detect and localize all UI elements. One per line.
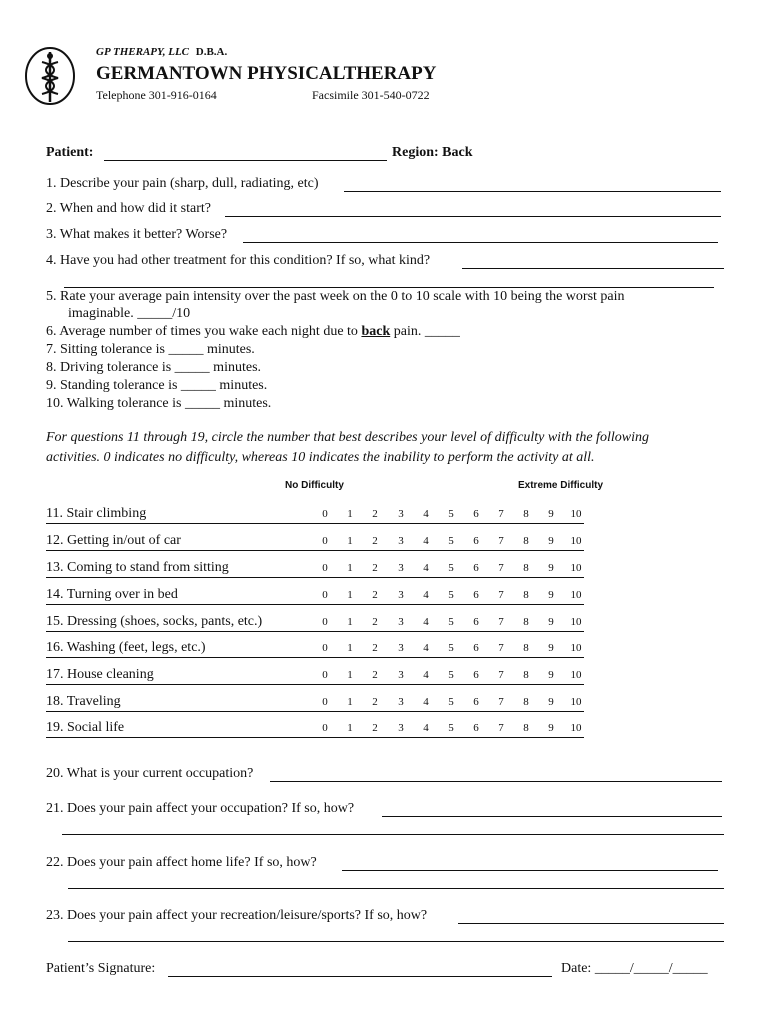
scale-option-2[interactable]: 2 <box>372 616 378 628</box>
scale-option-3[interactable]: 3 <box>398 642 404 654</box>
scale-option-0[interactable]: 0 <box>322 589 328 601</box>
scale-option-0[interactable]: 0 <box>322 535 328 547</box>
scale-option-9[interactable]: 9 <box>548 508 554 520</box>
scale-option-8[interactable]: 8 <box>523 616 529 628</box>
scale-option-2[interactable]: 2 <box>372 535 378 547</box>
scale-option-7[interactable]: 7 <box>498 562 504 574</box>
row-underline <box>46 523 584 524</box>
scale-option-9[interactable]: 9 <box>548 616 554 628</box>
scale-option-2[interactable]: 2 <box>372 589 378 601</box>
scale-option-6[interactable]: 6 <box>473 508 479 520</box>
row-underline <box>46 631 584 632</box>
scale-option-1[interactable]: 1 <box>347 642 353 654</box>
caduceus-logo <box>24 46 76 106</box>
scale-option-9[interactable]: 9 <box>548 562 554 574</box>
scale-option-9[interactable]: 9 <box>548 696 554 708</box>
difficulty-row <box>46 614 586 634</box>
question-5-answer: imaginable. _____/10 <box>68 306 191 321</box>
instructions-line-1: For questions 11 through 19, circle the number that best describes your level of difficulty with the following <box>46 430 649 445</box>
question-21: 21. Does your pain affect your occupation? If so, how? <box>46 801 355 816</box>
scale-option-8[interactable]: 8 <box>523 508 529 520</box>
patient-label: Patient: <box>46 145 94 160</box>
question-2: 2. When and how did it start? <box>46 201 211 216</box>
scale-option-7[interactable]: 7 <box>498 642 504 654</box>
scale-option-6[interactable]: 6 <box>473 696 479 708</box>
scale-option-6[interactable]: 6 <box>473 642 479 654</box>
scale-option-10[interactable]: 10 <box>570 508 582 520</box>
scale-option-1[interactable]: 1 <box>347 616 353 628</box>
scale-option-1[interactable]: 1 <box>347 669 353 681</box>
answer-field-22[interactable] <box>342 870 718 871</box>
scale-option-8[interactable]: 8 <box>523 722 529 734</box>
signature-label: Patient’s Signature: <box>46 961 156 976</box>
scale-option-4[interactable]: 4 <box>423 669 429 681</box>
difficulty-row <box>46 640 586 660</box>
scale-option-10[interactable]: 10 <box>570 696 582 708</box>
scale-option-8[interactable]: 8 <box>523 669 529 681</box>
answer-field-23[interactable] <box>458 923 724 924</box>
region-label: Region: Back <box>392 145 473 160</box>
scale-option-5[interactable]: 5 <box>448 535 454 547</box>
scale-option-1[interactable]: 1 <box>347 535 353 547</box>
scale-option-0[interactable]: 0 <box>322 508 328 520</box>
scale-option-3[interactable]: 3 <box>398 722 404 734</box>
question-6-text: 6. Average number of times you wake each night due to <box>46 324 362 339</box>
answer-field-21b[interactable] <box>62 834 724 835</box>
scale-option-5[interactable]: 5 <box>448 669 454 681</box>
scale-option-2[interactable]: 2 <box>372 669 378 681</box>
scale-option-9[interactable]: 9 <box>548 589 554 601</box>
activity-label: 16. Washing (feet, legs, etc.) <box>46 640 206 655</box>
question-9: 9. Standing tolerance is _____ minutes. <box>46 378 268 393</box>
scale-option-4[interactable]: 4 <box>423 696 429 708</box>
scale-option-7[interactable]: 7 <box>498 696 504 708</box>
scale-option-10[interactable]: 10 <box>570 589 582 601</box>
activity-label: 15. Dressing (shoes, socks, pants, etc.) <box>46 614 263 629</box>
scale-option-0[interactable]: 0 <box>322 616 328 628</box>
scale-option-2[interactable]: 2 <box>372 562 378 574</box>
question-4: 4. Have you had other treatment for this condition? If so, what kind? <box>46 253 431 268</box>
scale-option-9[interactable]: 9 <box>548 722 554 734</box>
scale-option-1[interactable]: 1 <box>347 508 353 520</box>
scale-option-2[interactable]: 2 <box>372 722 378 734</box>
answer-field-20[interactable] <box>270 781 722 782</box>
question-5: 5. Rate your average pain intensity over the past week on the 0 to 10 scale with 10 being the worst pain <box>46 289 625 304</box>
scale-option-8[interactable]: 8 <box>523 642 529 654</box>
telephone: Telephone 301-916-0164 <box>96 88 217 102</box>
row-underline <box>46 604 584 605</box>
scale-option-0[interactable]: 0 <box>322 562 328 574</box>
question-20: 20. What is your current occupation? <box>46 766 254 781</box>
scale-option-8[interactable]: 8 <box>523 696 529 708</box>
scale-option-3[interactable]: 3 <box>398 669 404 681</box>
scale-option-8[interactable]: 8 <box>523 562 529 574</box>
scale-option-0[interactable]: 0 <box>322 696 328 708</box>
question-6-region: back <box>361 324 391 339</box>
scale-option-6[interactable]: 6 <box>473 669 479 681</box>
difficulty-row <box>46 560 586 580</box>
row-underline <box>46 684 584 685</box>
question-6-end: pain. _____ <box>390 324 460 339</box>
scale-option-6[interactable]: 6 <box>473 562 479 574</box>
extreme-difficulty-label: Extreme Difficulty <box>518 480 604 491</box>
scale-option-1[interactable]: 1 <box>347 562 353 574</box>
scale-option-5[interactable]: 5 <box>448 562 454 574</box>
scale-option-5[interactable]: 5 <box>448 508 454 520</box>
difficulty-row <box>46 667 586 687</box>
question-23: 23. Does your pain affect your recreation/leisure/sports? If so, how? <box>46 908 428 923</box>
question-1: 1. Describe your pain (sharp, dull, radiating, etc) <box>46 176 319 191</box>
scale-option-4[interactable]: 4 <box>423 508 429 520</box>
scale-option-4[interactable]: 4 <box>423 562 429 574</box>
scale-option-4[interactable]: 4 <box>423 642 429 654</box>
activity-label: 12. Getting in/out of car <box>46 533 181 548</box>
fax: Facsimile 301-540-0722 <box>312 88 430 102</box>
scale-option-5[interactable]: 5 <box>448 642 454 654</box>
scale-option-6[interactable]: 6 <box>473 589 479 601</box>
scale-option-7[interactable]: 7 <box>498 616 504 628</box>
scale-option-3[interactable]: 3 <box>398 589 404 601</box>
instructions-line-2: activities. 0 indicates no difficulty, whereas 10 indicates the inability to perform the activity at all. <box>46 450 595 465</box>
row-underline <box>46 577 584 578</box>
answer-field-4[interactable] <box>462 268 724 269</box>
row-underline <box>46 711 584 712</box>
question-22: 22. Does your pain affect home life? If so, how? <box>46 855 317 870</box>
scale-option-6[interactable]: 6 <box>473 535 479 547</box>
scale-option-7[interactable]: 7 <box>498 508 504 520</box>
scale-option-4[interactable]: 4 <box>423 535 429 547</box>
scale-option-0[interactable]: 0 <box>322 722 328 734</box>
question-3: 3. What makes it better? Worse? <box>46 227 228 242</box>
difficulty-row <box>46 506 586 526</box>
scale-option-10[interactable]: 10 <box>570 562 582 574</box>
activity-label: 14. Turning over in bed <box>46 587 178 602</box>
scale-option-7[interactable]: 7 <box>498 535 504 547</box>
scale-option-1[interactable]: 1 <box>347 589 353 601</box>
scale-option-3[interactable]: 3 <box>398 696 404 708</box>
row-underline <box>46 737 584 738</box>
scale-option-8[interactable]: 8 <box>523 535 529 547</box>
scale-option-1[interactable]: 1 <box>347 696 353 708</box>
scale-option-9[interactable]: 9 <box>548 642 554 654</box>
difficulty-row <box>46 533 586 553</box>
date-field[interactable]: Date: _____/_____/_____ <box>561 961 708 976</box>
scale-option-7[interactable]: 7 <box>498 722 504 734</box>
scale-option-8[interactable]: 8 <box>523 589 529 601</box>
dba-text: D.B.A. <box>195 46 228 58</box>
question-10: 10. Walking tolerance is _____ minutes. <box>46 396 272 411</box>
row-underline <box>46 657 584 658</box>
answer-field-23b[interactable] <box>68 941 724 942</box>
scale-option-10[interactable]: 10 <box>570 669 582 681</box>
scale-option-4[interactable]: 4 <box>423 722 429 734</box>
scale-option-6[interactable]: 6 <box>473 722 479 734</box>
scale-option-3[interactable]: 3 <box>398 562 404 574</box>
scale-option-2[interactable]: 2 <box>372 642 378 654</box>
scale-option-0[interactable]: 0 <box>322 642 328 654</box>
question-7: 7. Sitting tolerance is _____ minutes. <box>46 342 255 357</box>
activity-label: 17. House cleaning <box>46 667 154 682</box>
scale-option-7[interactable]: 7 <box>498 669 504 681</box>
activity-label: 11. Stair climbing <box>46 506 147 521</box>
activity-label: 18. Traveling <box>46 694 121 709</box>
scale-option-3[interactable]: 3 <box>398 508 404 520</box>
scale-option-10[interactable]: 10 <box>570 535 582 547</box>
activity-label: 13. Coming to stand from sitting <box>46 560 229 575</box>
answer-field-3[interactable] <box>243 242 718 243</box>
question-8: 8. Driving tolerance is _____ minutes. <box>46 360 262 375</box>
scale-option-2[interactable]: 2 <box>372 696 378 708</box>
scale-option-4[interactable]: 4 <box>423 589 429 601</box>
clinic-name: GERMANTOWN PHYSICALTHERAPY <box>96 63 437 84</box>
scale-option-9[interactable]: 9 <box>548 535 554 547</box>
scale-option-9[interactable]: 9 <box>548 669 554 681</box>
scale-option-5[interactable]: 5 <box>448 696 454 708</box>
scale-option-10[interactable]: 10 <box>570 642 582 654</box>
difficulty-row <box>46 587 586 607</box>
answer-field-21[interactable] <box>382 816 722 817</box>
answer-field-1[interactable] <box>344 191 721 192</box>
no-difficulty-label: No Difficulty <box>285 480 344 491</box>
scale-option-7[interactable]: 7 <box>498 589 504 601</box>
answer-field-4b[interactable] <box>64 287 714 288</box>
row-underline <box>46 550 584 551</box>
scale-option-2[interactable]: 2 <box>372 508 378 520</box>
answer-field-22b[interactable] <box>68 888 724 889</box>
scale-option-5[interactable]: 5 <box>448 616 454 628</box>
scale-option-1[interactable]: 1 <box>347 722 353 734</box>
answer-field-2[interactable] <box>225 216 721 217</box>
scale-option-4[interactable]: 4 <box>423 616 429 628</box>
scale-option-3[interactable]: 3 <box>398 535 404 547</box>
activity-label: 19. Social life <box>46 720 125 735</box>
company-name: GP THERAPY, LLC <box>96 46 189 58</box>
question-6 <box>46 324 460 340</box>
patient-name-field[interactable] <box>104 160 387 161</box>
scale-option-5[interactable]: 5 <box>448 589 454 601</box>
difficulty-row <box>46 694 586 714</box>
signature-field[interactable] <box>168 976 552 977</box>
scale-option-6[interactable]: 6 <box>473 616 479 628</box>
scale-option-0[interactable]: 0 <box>322 669 328 681</box>
scale-option-10[interactable]: 10 <box>570 722 582 734</box>
scale-option-5[interactable]: 5 <box>448 722 454 734</box>
scale-option-3[interactable]: 3 <box>398 616 404 628</box>
difficulty-row <box>46 720 586 740</box>
scale-option-10[interactable]: 10 <box>570 616 582 628</box>
